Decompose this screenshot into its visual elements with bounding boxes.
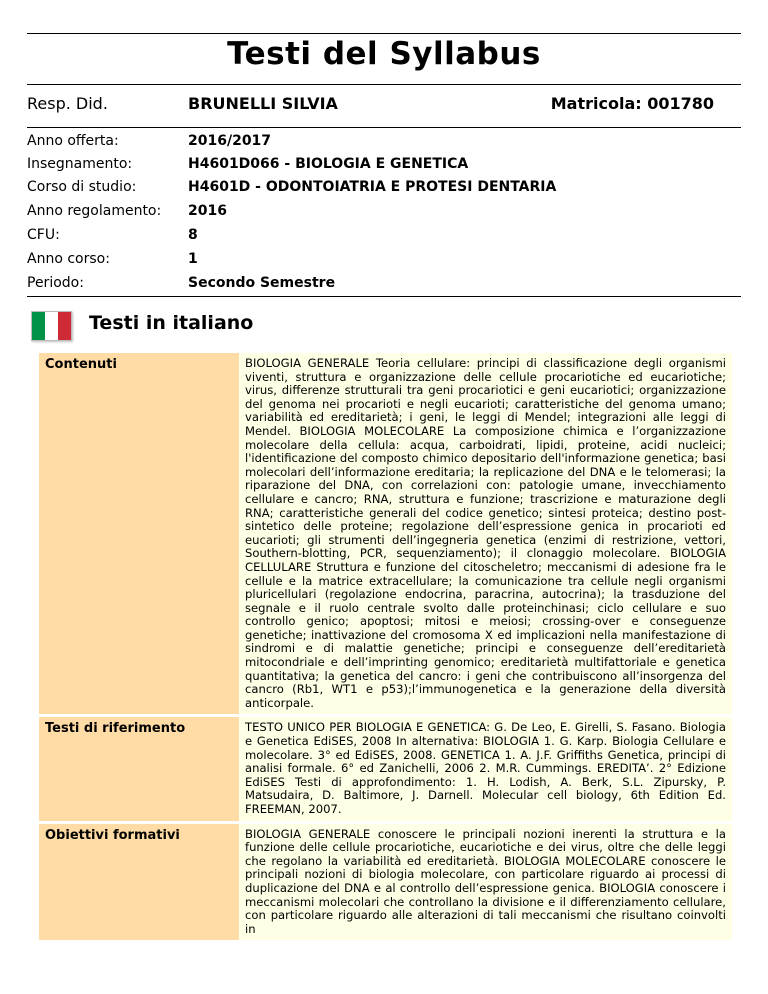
table-row bbox=[39, 717, 732, 820]
info-row-anno-offerta bbox=[27, 133, 741, 156]
italian-flag-icon bbox=[31, 311, 72, 341]
flag-stripe-red bbox=[58, 312, 71, 340]
matricola: Matricola: 001780 bbox=[550, 94, 714, 113]
info-row-insegnamento bbox=[27, 156, 741, 179]
info-label: CFU: bbox=[27, 227, 60, 243]
info-row-corso-di-studio bbox=[27, 179, 741, 202]
info-label: Corso di studio: bbox=[27, 179, 137, 195]
resp-rule bbox=[27, 127, 741, 128]
info-value: 1 bbox=[188, 251, 198, 267]
info-value: 8 bbox=[188, 227, 198, 243]
info-row-anno-regolamento bbox=[27, 203, 741, 226]
info-value: Secondo Semestre bbox=[188, 275, 336, 291]
page-title: Testi del Syllabus bbox=[227, 36, 541, 72]
flag-stripe-green bbox=[32, 312, 45, 340]
info-value: 2016 bbox=[188, 203, 227, 219]
info-row-periodo bbox=[27, 275, 741, 298]
info-row-cfu bbox=[27, 227, 741, 250]
section-title: Testi in italiano bbox=[89, 312, 254, 334]
info-value: H4601D066 - BIOLOGIA E GENETICA bbox=[188, 156, 469, 172]
row-key-contenuti: Contenuti bbox=[39, 353, 239, 714]
row-text-testi-di-riferimento: TESTO UNICO PER BIOLOGIA E GENETICA: G. De Leo, E. Girelli, S. Fasano. Biologia e Genetica EdiSES, 2008 In alternativa: BIOLOGIA 1. G. Karp. Biologia Cellulare e molecolare. 3° ed EdiSES, 2008. GENETICA 1. A. J.F. Griffiths Genetica, principi di analisi formale. 6° ed Zanichelli, 2006 2. M.R. Cummings. EREDITA’. 2° Edizione EdiSES Testi di approfondimento: 1. H. Lodish, A. Berk, S.L. Zipursky, P. Matsudaira, D. Baltimore, J. Darnell. Molecular cell biology, 6th Edition Ed. FREEMAN, 2007. bbox=[239, 717, 732, 820]
syllabus-table bbox=[39, 350, 732, 943]
info-rule bbox=[27, 296, 741, 297]
top-rule bbox=[27, 33, 741, 34]
flag-stripe-white bbox=[45, 312, 58, 340]
info-label: Anno regolamento: bbox=[27, 203, 162, 219]
info-label: Anno offerta: bbox=[27, 133, 119, 149]
info-value: H4601D - ODONTOIATRIA E PROTESI DENTARIA bbox=[188, 179, 557, 195]
table-row bbox=[39, 353, 732, 714]
row-key-obiettivi-formativi: Obiettivi formativi bbox=[39, 824, 239, 941]
info-row-anno-corso bbox=[27, 251, 741, 274]
row-text-contenuti: BIOLOGIA GENERALE Teoria cellulare: principi di classificazione degli organismi viventi, struttura e organizzazione delle cellule procariotiche ed eucariotiche; virus, differenze strutturali tra geni procariotici e geni eucariotici; organizzazione del genoma nei procarioti e negli eucarioti; caratteristiche del genoma umano; variabilità ed ereditarietà; i geni, le leggi di Mendel; integrazioni alle leggi di Mendel. BIOLOGIA MOLECOLARE La composizione chimica e l’organizzazione molecolare della cellula: acqua, carboidrati, lipidi, proteine, acidi nucleici; l'identificazione del composto chimico depositario dell'informazione genetica; basi molecolari dell’informazione ereditaria; la replicazione del DNA e le telomerasi; la riparazione del DNA, con correlazioni con: patologie umane, invecchiamento cellulare e cancro; RNA, struttura e funzione; trascrizione e maturazione degli RNA; caratteristiche generali del codice genetico; sintesi proteica; destino post-sintetico delle proteine; regolazione dell’espressione genica in procarioti ed eucarioti; gli strumenti dell’ingegneria genetica (enzimi di restrizione, vettori, Southern-blotting, PCR, sequenziamento); il clonaggio molecolare. BIOLOGIA CELLULARE Struttura e funzione del citoscheletro; meccanismi di adesione fra le cellule e la matrice extracellulare; la comunicazione tra cellule negli organismi pluricellulari (regolazione endocrina, paracrina, autocrina); la trasduzione del segnale e il ruolo centrale svolto dalle proteinchinasi; ciclo cellulare e suo controllo genico; apoptosi; mitosi e meiosi; crossing-over e conseguenze genetiche; inattivazione del cromosoma X ed implicazioni nella manifestazione di sindromi e di malattie genetiche; principi e conseguenze dell’ereditarietà mitocondriale e dell’imprinting genomico; ereditarietà multifattoriale e genetica quantitativa; la genetica del cancro: i geni che contribuiscono all’insorgenza del cancro (Rb1, WT1 e p53);l’immunogenetica e la generazione della diversità anticorpale. bbox=[239, 353, 732, 714]
row-key-testi-di-riferimento: Testi di riferimento bbox=[39, 717, 239, 820]
info-value: 2016/2017 bbox=[188, 133, 272, 149]
resp-did-name: BRUNELLI SILVIA bbox=[188, 94, 338, 113]
title-rule bbox=[27, 84, 741, 85]
row-text-obiettivi-formativi: BIOLOGIA GENERALE conoscere le principali nozioni inerenti la struttura e la funzione delle cellule procariotiche, eucariotiche e dei virus, oltre che delle leggi che regolano la variabilità ed ereditarietà. BIOLOGIA MOLECOLARE conoscere le principali nozioni di biologia molecolare, con particolare riguardo ai processi di duplicazione del DNA e al controllo dell’espressione genica. BIOLOGIA conoscere i meccanismi molecolari che controllano la divisione e il differenziamento cellulare, con particolare riguardo alle alterazioni di tali meccanismi che risultano coinvolti in bbox=[239, 824, 732, 941]
info-label: Periodo: bbox=[27, 275, 84, 291]
table-row bbox=[39, 824, 732, 941]
info-label: Insegnamento: bbox=[27, 156, 133, 172]
info-label: Anno corso: bbox=[27, 251, 110, 267]
resp-did-label: Resp. Did. bbox=[27, 94, 108, 113]
